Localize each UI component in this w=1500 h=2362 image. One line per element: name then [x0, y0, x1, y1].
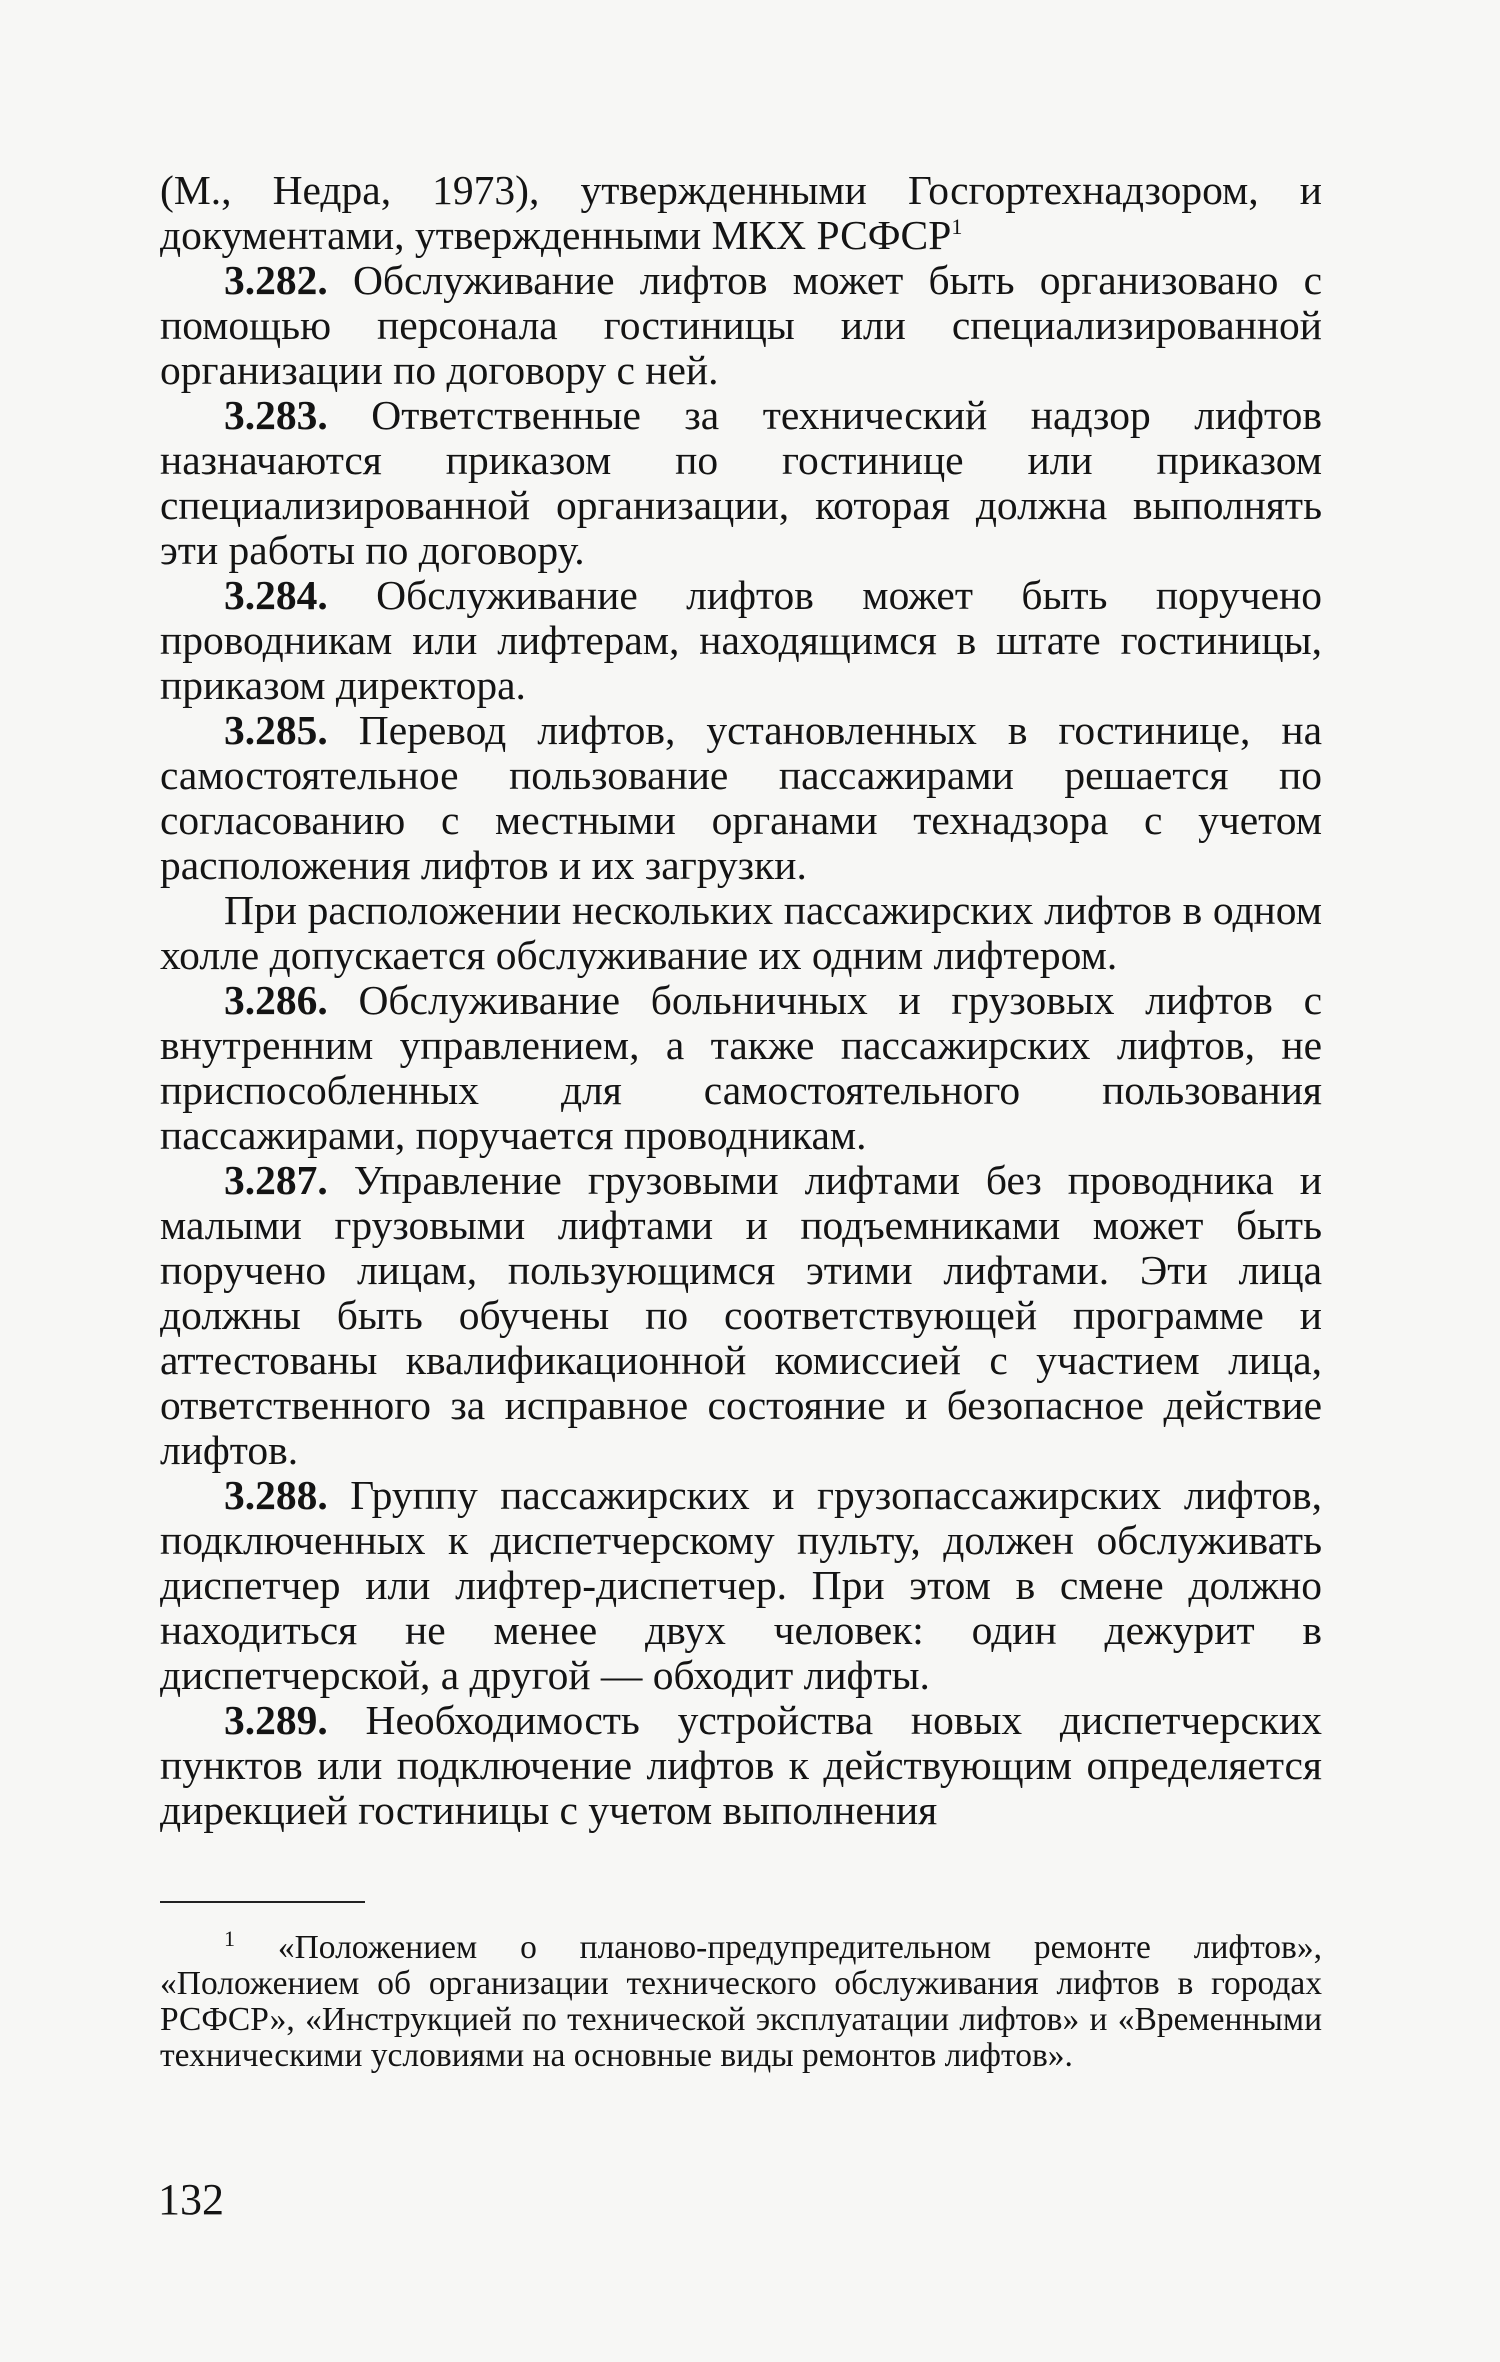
section-text: Необходимость устройства новых диспетчерских пунктов или подключение лифтов к действующим определяется дирекцией гостиницы с учетом выполнения [160, 1697, 1322, 1833]
footnote-1 [160, 1925, 1322, 2074]
section-3-289 [160, 1698, 1322, 1833]
section-text: Обслуживание больничных и грузовых лифтов с внутренним управлением, а также пассажирских лифтов, не приспособленных для самостоятельного пользования пассажирами, поручается проводникам. [160, 977, 1322, 1158]
section-3-285-continuation: При расположении нескольких пассажирских лифтов в одном холле допускается обслуживание их одним лифтером. [160, 887, 1322, 978]
section-3-284 [160, 573, 1322, 708]
section-number: 3.289. [224, 1697, 328, 1743]
section-number: 3.286. [224, 977, 328, 1023]
footnote-text: «Положением о планово-предупредительном ремонте лифтов», «Положением об организации технического обслуживания лифтов в городах РСФСР», «Инструкцией по технической эксплуатации лифтов» и «Временными техническими условиями на основные виды ремонтов лифтов». [160, 1929, 1322, 2074]
footnote-reference: 1 [951, 214, 963, 240]
footnote-divider [160, 1901, 365, 1903]
section-number: 3.285. [224, 707, 328, 753]
section-3-286 [160, 978, 1322, 1158]
section-3-283 [160, 393, 1322, 573]
section-text: Перевод лифтов, установленных в гостинице, на самостоятельное пользование пассажирами решается по согласованию с местными органами технадзора с учетом расположения лифтов и их загрузки. [160, 707, 1322, 888]
footnotes [160, 1925, 1322, 2074]
section-text: Обслуживание лифтов может быть организовано с помощью персонала гостиницы или специализированной организации по договору с ней. [160, 257, 1323, 393]
section-3-288 [160, 1473, 1322, 1698]
section-text: Группу пассажирских и грузопассажирских лифтов, подключенных к диспетчерскому пульту, должен обслуживать диспетчер или лифтер-диспетчер. При этом в смене должно находиться не менее двух человек: один дежурит в диспетчерской, а другой — обходит лифты. [160, 1472, 1322, 1698]
section-text: Обслуживание лифтов может быть поручено проводникам или лифтерам, находящимся в штате гостиницы, приказом директора. [160, 572, 1322, 708]
section-number: 3.288. [224, 1472, 328, 1518]
section-number: 3.283. [224, 392, 328, 438]
section-3-282 [160, 258, 1322, 393]
footnote-marker: 1 [224, 1925, 235, 1951]
main-text [160, 168, 1322, 1833]
section-text: Ответственные за технический надзор лифтов назначаются приказом по гостинице или приказом специализированной организации, которая должна выполнять эти работы по договору. [160, 392, 1322, 573]
section-number: 3.284. [224, 572, 328, 618]
page-number: 132 [158, 2175, 224, 2224]
section-number: 3.287. [224, 1157, 328, 1203]
intro-paragraph [160, 168, 1322, 258]
section-text: Управление грузовыми лифтами без проводника и малыми грузовыми лифтами и подъемниками может быть поручено лицам, пользующимся этими лифтами. Эти лица должны быть обучены по соответствующей программе и аттестованы квалификационной комиссией с участием лица, ответственного за исправное состояние и безопасное действие лифтов. [160, 1157, 1322, 1473]
section-number: 3.282. [224, 257, 328, 303]
intro-text: (М., Недра, 1973), утвержденными Госгортехнадзором, и документами, утвержденными МКХ РСФСР [160, 167, 1322, 258]
section-3-287 [160, 1158, 1322, 1473]
section-3-285 [160, 708, 1322, 888]
